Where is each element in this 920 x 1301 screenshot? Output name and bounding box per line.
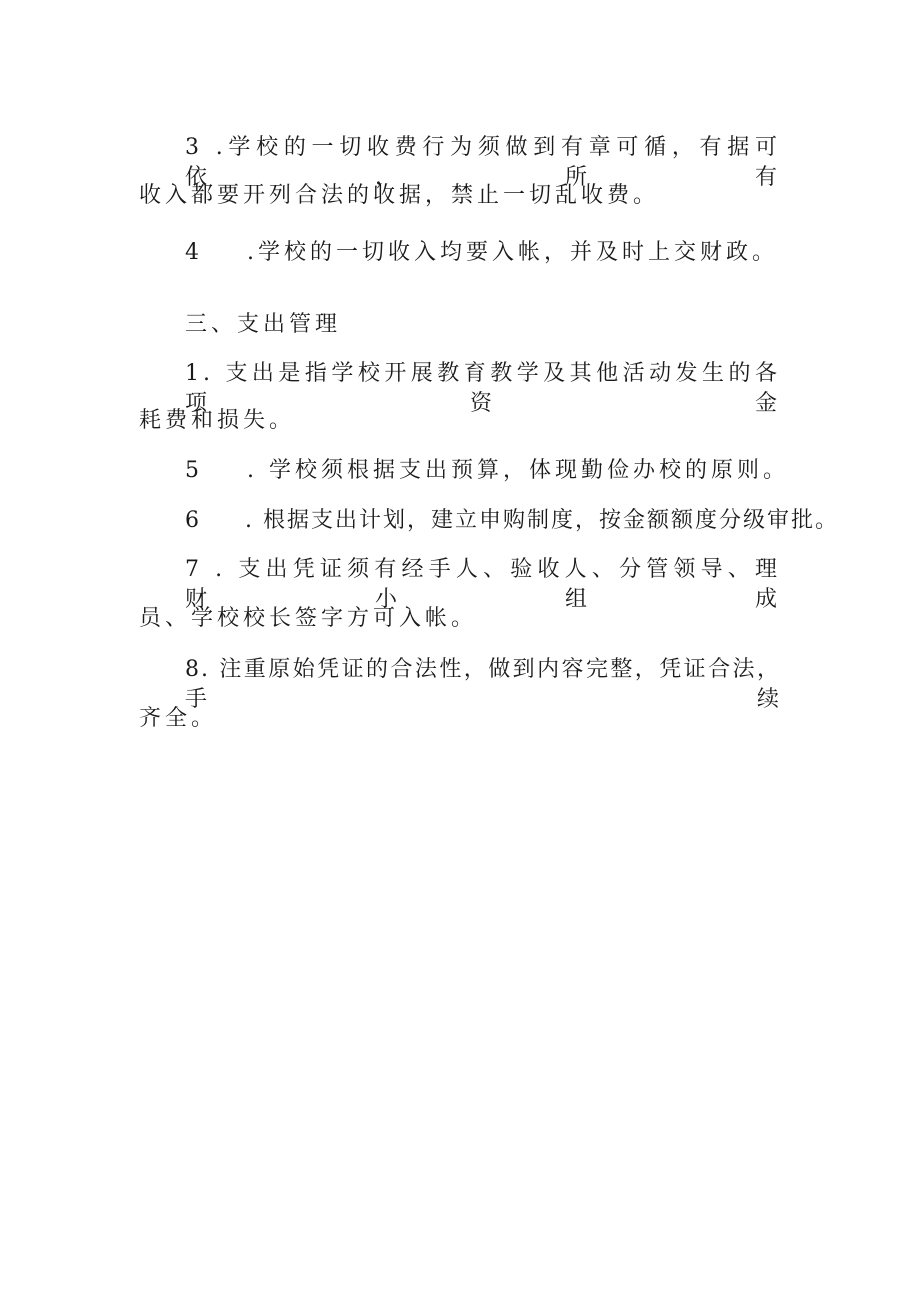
paragraph-1-line-1: 1. 支出是指学校开展教育教学及其他活动发生的各项资金 (185, 361, 781, 416)
paragraph-8-line-2: 齐全。 (139, 706, 218, 731)
paragraph-8-line-1: 8. 注重原始凭证的合法性，做到内容完整，凭证合法，手续 (185, 657, 781, 712)
paragraph-4-text: .学校的一切收入均要入帐，并及时上交财政。 (247, 240, 778, 265)
paragraph-7-line-2: 员、学校校长签字方可入帐。 (139, 606, 478, 631)
paragraph-5-number: 5 (185, 458, 203, 483)
paragraph-6 (185, 506, 839, 536)
paragraph-3-line-1: 3 .学校的一切收费行为须做到有章可循，有据可依，所有 (185, 135, 781, 190)
paragraph-5-text: . 学校须根据支出预算，体现勤俭办校的原则。 (247, 458, 789, 483)
paragraph-5 (185, 456, 835, 486)
paragraph-7-line-1: 7 . 支出凭证须有经手人、验收人、分管领导、理财小组成 (185, 557, 781, 612)
paragraph-1-line-2: 耗费和损失。 (139, 408, 296, 433)
paragraph-4 (185, 238, 835, 268)
paragraph-6-number: 6 (185, 508, 201, 533)
section-heading-expenditure: 三、支出管理 (185, 312, 342, 337)
paragraph-3-line-2: 收入都要开列合法的收据，禁止一切乱收费。 (139, 183, 660, 208)
paragraph-6-text: . 根据支出计划，建立申购制度，按金额额度分级审批。 (245, 508, 839, 533)
paragraph-4-number: 4 (185, 240, 203, 265)
